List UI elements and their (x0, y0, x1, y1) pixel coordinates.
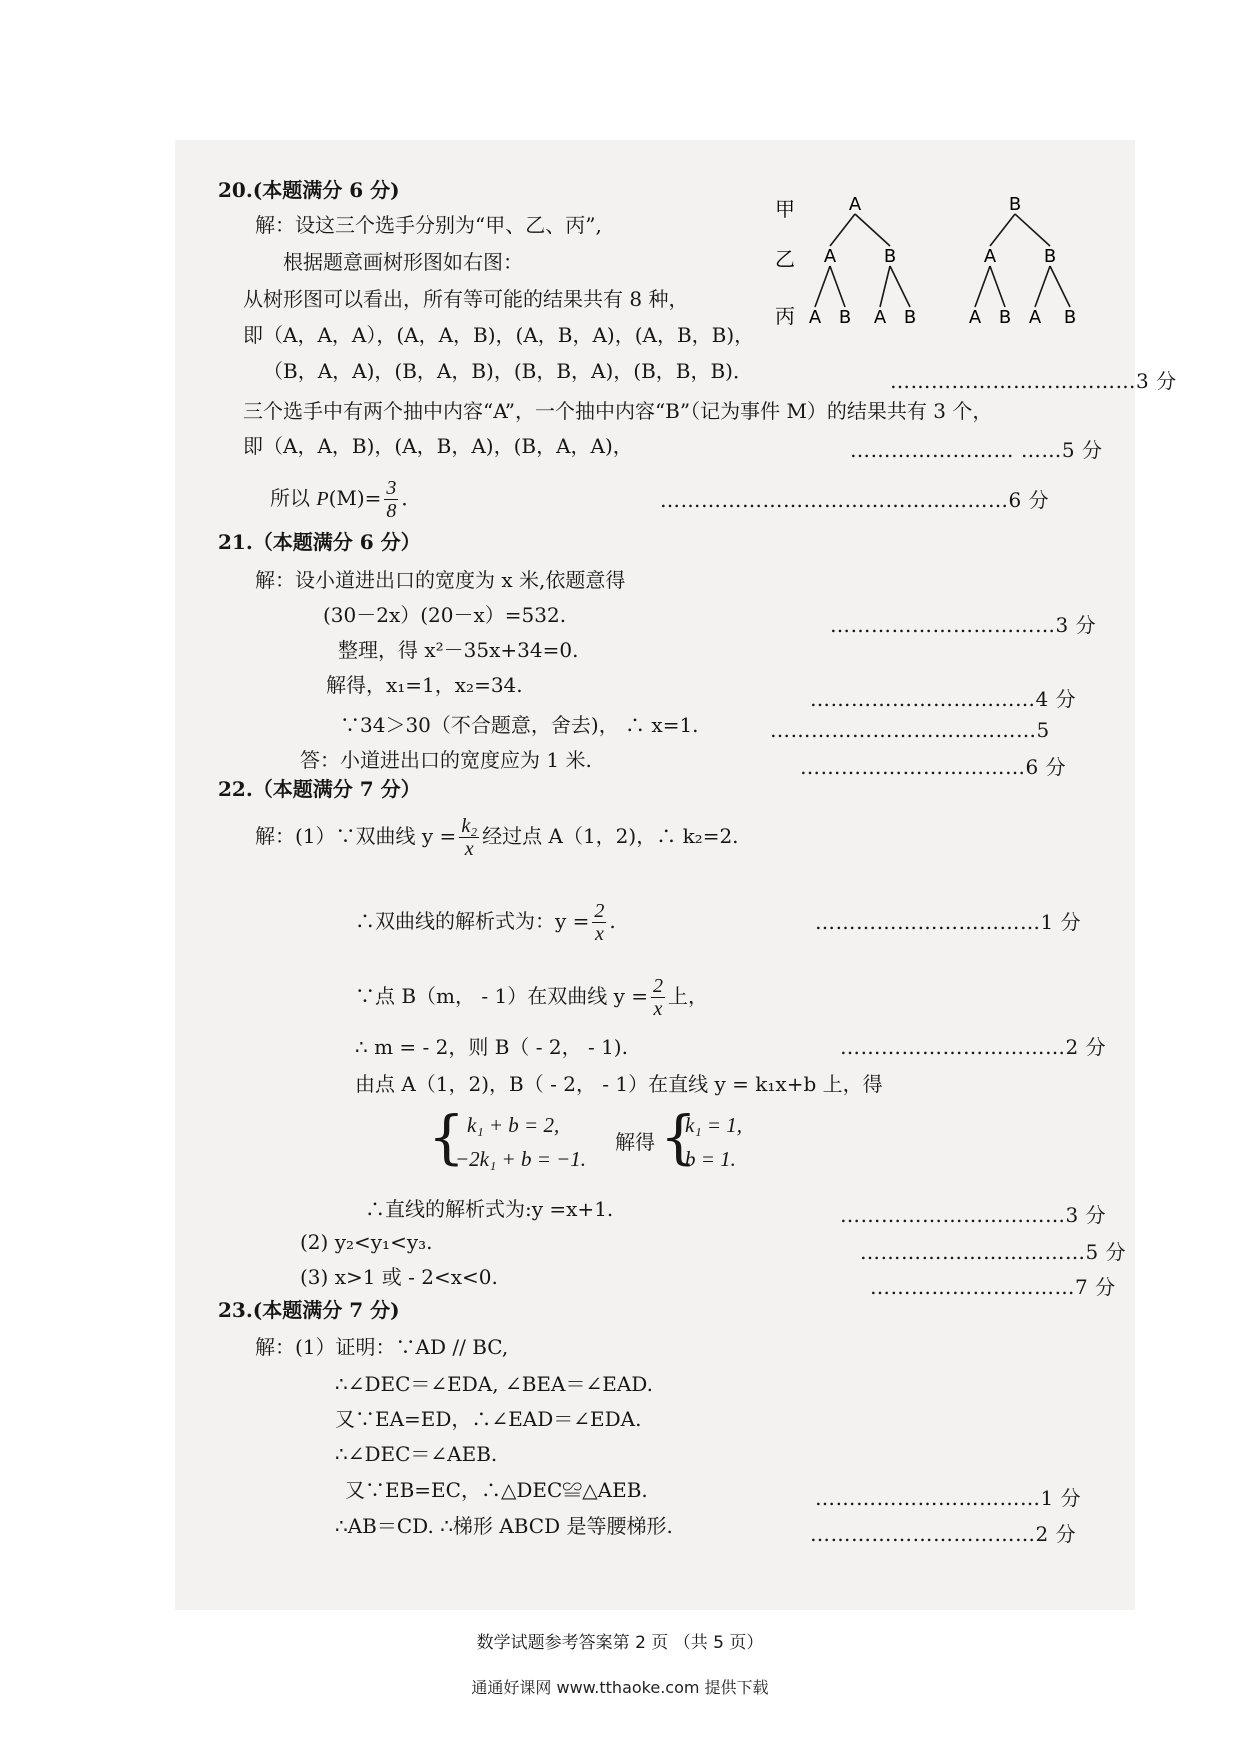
page-footer: 数学试题参考答案第 2 页 （共 5 页） (476, 1633, 764, 1653)
tree-branch (890, 266, 910, 307)
q20-score-6: ……………………………………………6 分 (660, 488, 1050, 512)
equation-system-1: k₁ + b = 2, −2k₁ + b = −1. (455, 1113, 587, 1171)
q23-line5: 又∵EB=EC，∴△DEC≌△AEB. (345, 1478, 648, 1502)
tree-branch (990, 266, 1005, 307)
q20-score-3: ………………………………3 分 (890, 369, 1177, 393)
tree-diagram (760, 190, 1110, 340)
tree-node-level3: B (998, 307, 1012, 328)
q21-line4: 解得，x₁=1，x₂=34. (326, 673, 523, 697)
q22-line6: ∴直线的解析式为:y =x+1. (365, 1197, 614, 1221)
p-symbol: P (316, 488, 329, 510)
q23-line4: ∴∠DEC＝∠AEB. (335, 1442, 498, 1466)
tree-node-level3: B (1063, 307, 1077, 328)
tree-branch (1015, 214, 1050, 246)
q23-line6: ∴AB＝CD. ∴梯形 ABCD 是等腰梯形. (335, 1514, 673, 1538)
tree-node-level3: B (903, 307, 917, 328)
tree-node-level3: A (808, 307, 822, 328)
q23-line1: 解：(1）证明：∵AD // BC, (255, 1335, 509, 1359)
left-brace-2: { (660, 1103, 697, 1171)
tree-label-yi: 乙 (775, 247, 795, 271)
q23-score-1: ……………………………1 分 (815, 1486, 1082, 1510)
q20-line6: 三个选手中有两个抽中内容“A”，一个抽中内容“B”（记为事件 M）的结果共有 3 个， (243, 399, 993, 423)
q22-score-3: ……………………………3 分 (840, 1203, 1107, 1227)
tree-node-level2: A (983, 246, 997, 267)
tree-branch (975, 266, 990, 307)
fraction-k2-x: $\frac{\text{k₂}}{x}$ (461, 815, 478, 860)
q22-score-2: ……………………………2 分 (840, 1035, 1107, 1059)
q21-line2: (30－2x）(20－x）=532. (323, 603, 567, 627)
tree-branch (990, 214, 1015, 246)
tree-node-level2: B (1043, 246, 1057, 267)
q22-line2: ∴双曲线的解析式为：y = $\frac{2}{x}$ . (355, 900, 616, 945)
q22-line4: ∴ m = - 2，则 B（ - 2， - 1). (355, 1035, 628, 1059)
q20-line3: 从树形图可以看出，所有等可能的结果共有 8 种， (243, 287, 689, 311)
tree-branch (880, 266, 890, 307)
q20-line7: 即（A，A，B)，(A，B，A)，(B，A，A)， (243, 434, 633, 458)
q21-score-6: ……………………………6 分 (800, 755, 1067, 779)
download-source: 通通好课网 www.tthaoke.com 提供下载 (471, 1678, 769, 1697)
q23-header: 23.(本题满分 7 分) (218, 1298, 400, 1322)
equation-system-2: k₁ = 1, b = 1. (685, 1113, 743, 1171)
q22-score-7: …………………………7 分 (870, 1275, 1116, 1299)
tree-node-level3: B (838, 307, 852, 328)
q20-score-5: …………………… ……5 分 (850, 438, 1103, 462)
tree-branch (830, 214, 855, 246)
q21-line1: 解：设小道进出口的宽度为 x 米,依题意得 (255, 568, 626, 592)
tree-node-level2: A (823, 246, 837, 267)
q22-line3: ∵点 B（m， - 1）在双曲线 y = $\frac{2}{x}$ 上， (355, 975, 708, 1020)
q21-line6: 答：小道进出口的宽度应为 1 米. (300, 748, 592, 772)
q21-line5: ∵34＞30（不合题意，舍去)， ∴ x=1. (340, 713, 699, 737)
tree-node-level1: A (848, 194, 862, 215)
q20-line1: 解：设这三个选手分别为“甲、乙、丙”, (255, 213, 602, 237)
q23-line3: 又∵EA=ED，∴∠EAD＝∠EDA. (335, 1407, 642, 1431)
tree-node-level3: A (873, 307, 887, 328)
q23-score-2: ……………………………2 分 (810, 1522, 1077, 1546)
tree-label-bing: 丙 (775, 304, 795, 328)
q23-line2: ∴∠DEC＝∠EDA, ∠BEA＝∠EAD. (335, 1372, 653, 1396)
q22-header: 22.（本题满分 7 分） (218, 777, 421, 801)
fraction-2-x-b: $\frac{2}{x}$ (653, 975, 663, 1020)
q20-probability: 所以 P(M)= $\frac{3}{8}$ ． (270, 477, 422, 522)
q21-header: 21.（本题满分 6 分） (218, 530, 421, 554)
q21-score-4: ……………………………4 分 (810, 687, 1077, 711)
q22-score-1: ……………………………1 分 (815, 910, 1082, 934)
q22-line7: (2) y₂<y₁<y₃. (300, 1230, 433, 1254)
tree-node-level3: A (968, 307, 982, 328)
fraction-2-x: $\frac{2}{x}$ (594, 900, 605, 945)
q22-line5: 由点 A（1，2)，B（ - 2， - 1）在直线 y = k₁x+b 上，得 (355, 1072, 883, 1096)
q20-line4: 即（A，A，A），(A，A，B)，(A，B，A)，(A，B，B)， (243, 323, 755, 347)
fraction-3-8: $\frac{3}{8}$ (386, 477, 397, 522)
q21-line3: 整理，得 x²－35x+34=0. (338, 638, 579, 662)
q20-header: 20.(本题满分 6 分) (218, 178, 400, 202)
tree-branch (815, 266, 830, 307)
tree-label-jia: 甲 (775, 197, 795, 221)
q20-line2: 根据题意画树形图如右图： (283, 250, 523, 274)
tree-node-level2: B (883, 246, 897, 267)
q22-line1: 解：(1）∵双曲线 y = $\frac{\text{k₂}}{x}$ 经过点 A（1，2)，∴ k₂=2. (255, 815, 739, 860)
q22-line8: (3) x>1 或 - 2<x<0. (300, 1265, 498, 1289)
tree-branch (830, 266, 845, 307)
left-brace-1: { (428, 1103, 465, 1171)
q22-score-5: ……………………………5 分 (860, 1240, 1127, 1264)
q21-score-5: …………………………………5 (770, 718, 1050, 742)
tree-branch (1035, 266, 1050, 307)
tree-branch (1050, 266, 1070, 307)
tree-branch (855, 214, 890, 246)
q21-score-3: ……………………………3 分 (830, 613, 1097, 637)
q20-line5: （B，A，A)，(B，A，B)，(B，B，A)，(B，B，B)． (263, 359, 753, 383)
solve-label: 解得 (615, 1130, 655, 1154)
tree-node-level3: A (1028, 307, 1042, 328)
tree-node-level1: B (1008, 194, 1022, 215)
